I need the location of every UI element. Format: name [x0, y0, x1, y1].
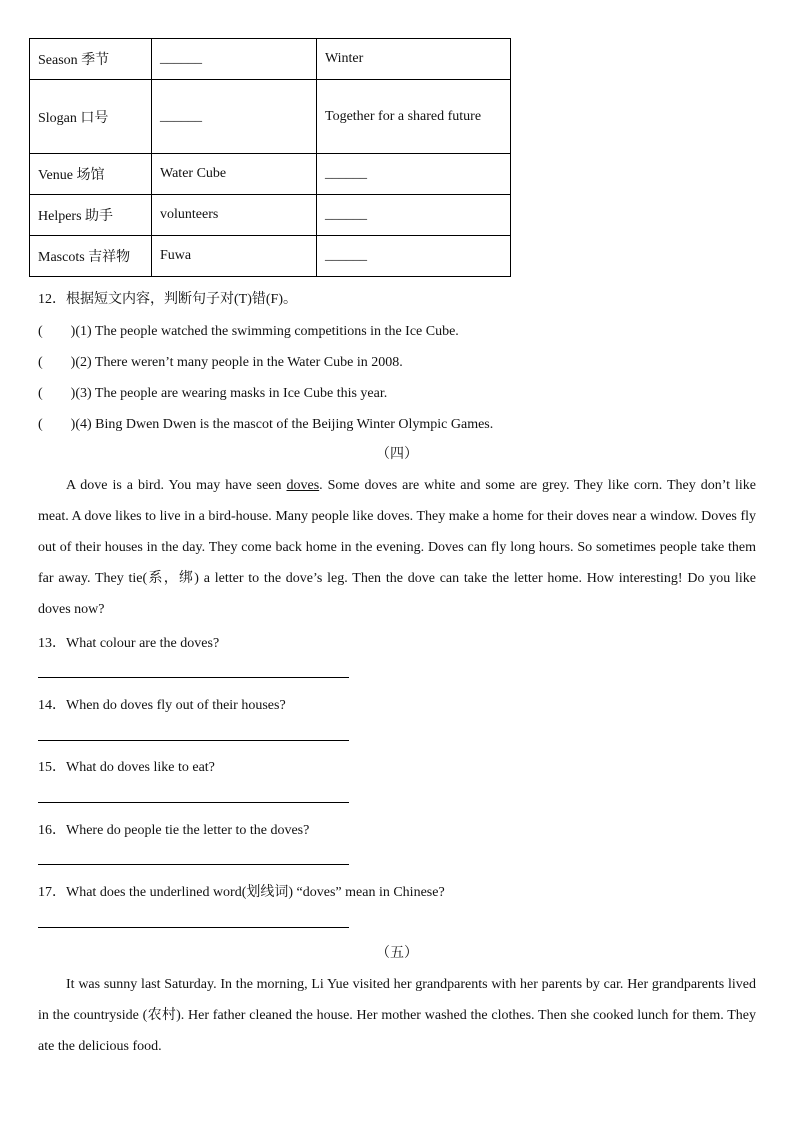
table-row [30, 80, 511, 154]
question-15: 15．What do doves like to eat? [38, 760, 215, 775]
table-cell [317, 80, 511, 154]
table-cell: Venue 场馆 [30, 154, 152, 195]
question-16: 16．Where do people tie the letter to the doves? [38, 823, 310, 838]
table-cell: Helpers 助手 [30, 195, 152, 236]
table-cell: Fuwa [152, 236, 317, 277]
question-13: 13．What colour are the doves? [38, 636, 220, 651]
underlined-word: doves [286, 478, 320, 493]
table-cell: Mascots 吉祥物 [30, 236, 152, 277]
true-false-item: ( )(4) Bing Dwen Dwen is the mascot of the Beijing Winter Olympic Games. [38, 417, 494, 432]
true-false-item: ( )(2) There weren’t many people in the Water Cube in 2008. [38, 355, 403, 370]
answer-line[interactable] [38, 927, 349, 928]
passage-text-before: A dove is a bird. You may have seen [66, 478, 287, 493]
table-row [30, 195, 511, 236]
table-cell: Slogan 口号 [30, 80, 152, 154]
passage-text-after: . Some doves are white and some are grey. They like corn. They don’t like meat. A dove likes to live in a bird-house. Many people like doves. They make a home for their doves near a window. Doves fly out of their houses in the day. They come back home in the evening. Doves can fly long hours. So sometimes people take them far away. They tie(系，绑) a letter to the dove’s leg. Then the dove can take the letter home. How interesting! Do you like doves now? [38, 478, 756, 617]
slogan-text: Together for a shared future [325, 108, 482, 124]
table-row [30, 236, 511, 277]
section-5-passage [38, 969, 756, 1062]
section-5-heading: （五） [376, 946, 418, 961]
answer-line[interactable] [38, 802, 349, 803]
olympics-info-table [29, 38, 511, 277]
table-cell: volunteers [152, 195, 317, 236]
true-false-item: ( )(1) The people watched the swimming competitions in the Ice Cube. [38, 324, 459, 339]
section-4-passage [38, 470, 756, 625]
question-14: 14．When do doves fly out of their houses? [38, 698, 286, 713]
table-cell: ______ [152, 39, 317, 80]
table-cell: Water Cube [152, 154, 317, 195]
question-17: 17．What does the underlined word(划线词) “doves” mean in Chinese? [38, 885, 445, 900]
table-cell: ______ [317, 195, 511, 236]
passage-text: It was sunny last Saturday. In the morning, Li Yue visited her grandparents with her parents by car. Her grandparents lived in the countryside (农村). Her father cleaned the house. Her mother washed the clothes. Then she cooked lunch for them. They ate the delicious food. [38, 977, 756, 1054]
question-12-prompt: 12．根据短文内容，判断句子对(T)错(F)。 [38, 292, 297, 307]
table-row [30, 39, 511, 80]
table-cell: ______ [317, 154, 511, 195]
table-cell: ______ [317, 236, 511, 277]
answer-line[interactable] [38, 677, 349, 678]
answer-line[interactable] [38, 864, 349, 865]
true-false-item: ( )(3) The people are wearing masks in Ice Cube this year. [38, 386, 388, 401]
table-cell: ______ [152, 80, 317, 154]
answer-line[interactable] [38, 740, 349, 741]
section-4-heading: （四） [376, 447, 418, 462]
table-row [30, 154, 511, 195]
table-cell: Winter [317, 39, 511, 80]
table-cell: Season 季节 [30, 39, 152, 80]
